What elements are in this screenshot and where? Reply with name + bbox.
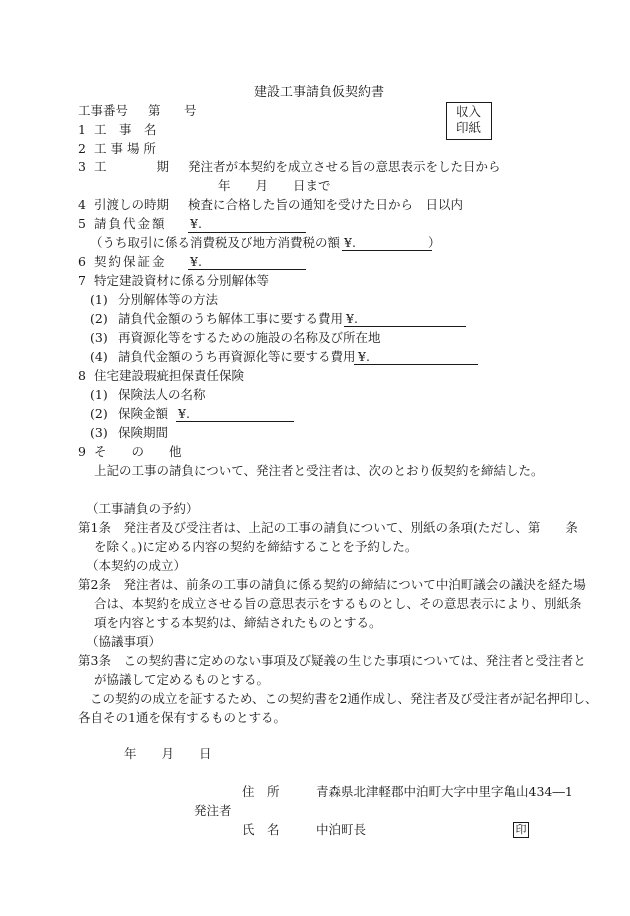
orderer-address: 青森県北津軽郡中泊町大字中里字亀山434―1 xyxy=(316,784,573,799)
item-4-number: 4 xyxy=(78,197,86,212)
seal-mark: 印 xyxy=(513,822,529,838)
revenue-stamp-label-2: 印紙 xyxy=(456,120,482,135)
item-5-number: 5 xyxy=(78,216,86,231)
clause-3-heading: （協議事項） xyxy=(86,634,162,649)
item-5-tax-yen: ¥. xyxy=(344,235,356,250)
item-1-label: 工 事 名 xyxy=(94,122,157,137)
item-3-label: 工 期 xyxy=(94,159,170,174)
revenue-stamp-label-1: 収入 xyxy=(456,104,482,119)
item-5-yen: ¥. xyxy=(190,216,202,231)
orderer-address-label: 住 所 xyxy=(242,784,280,799)
item-1-number: 1 xyxy=(78,122,86,137)
item-2-label: 工 事 場 所 xyxy=(94,141,156,156)
item-8-sub-2-text: 保険金額 xyxy=(118,406,169,421)
item-4-label: 引渡しの時期 xyxy=(94,197,170,212)
item-5-tax-label: （うち取引に係る消費税及び地方消費税の額 xyxy=(90,235,341,250)
clause-1-line-1: 第1条 発注者及び受注者は、上記の工事の請負について、別紙の条項(ただし、第 条 xyxy=(78,520,578,535)
item-8-sub-3-number: (3) xyxy=(90,425,108,440)
closing-paragraph-line-1: この契約の成立を証するため、この契約書を2通作成し、発注者及び受注者が記名押印し、 xyxy=(90,691,598,706)
orderer-name: 中泊町長 xyxy=(316,822,367,837)
item-8-label: 住宅建設瑕疵担保責任保険 xyxy=(94,368,245,383)
item-7-sub-4-line xyxy=(354,364,478,365)
clause-3-line-2: が協議して定めるものとする。 xyxy=(94,672,270,687)
item-6-label: 契約保証金 xyxy=(94,254,167,269)
item-3-number: 3 xyxy=(78,159,86,174)
item-8-sub-2-line xyxy=(176,421,294,422)
item-5-label: 請負代金額 xyxy=(94,216,167,231)
item-6-yen: ¥. xyxy=(190,254,202,269)
item-8-number: 8 xyxy=(78,368,86,383)
item-8-sub-2-yen: ¥. xyxy=(178,406,190,421)
item-7-sub-4-yen: ¥. xyxy=(358,349,370,364)
item-5-amount-line xyxy=(188,232,306,233)
contract-date: 年 月 日 xyxy=(124,746,212,761)
item-7-sub-4-text: 請負代金額のうち再資源化等に要する費用 xyxy=(118,349,356,364)
item-8-sub-1-text: 保険法人の名称 xyxy=(118,387,206,402)
clause-2-line-3: 項を内容とする本契約は、締結されたものとする。 xyxy=(94,615,382,630)
item-7-sub-3-text: 再資源化等をするための施設の名称及び所在地 xyxy=(118,330,381,345)
item-7-sub-1-text: 分別解体等の方法 xyxy=(118,292,219,307)
clause-1-line-2: を除く。)に定める内容の契約を締結することを予約した。 xyxy=(94,539,418,554)
item-2-number: 2 xyxy=(78,141,86,156)
item-3-end-date: 年 月 日まで xyxy=(218,178,331,193)
item-7-label: 特定建設資材に係る分別解体等 xyxy=(94,273,270,288)
clause-3-line-1: 第3条 この契約書に定めのない事項及び疑義の生じた事項については、発注者と受注者と xyxy=(78,653,586,668)
item-7-sub-1-number: (1) xyxy=(90,292,108,307)
item-7-sub-2-yen: ¥. xyxy=(346,311,358,326)
item-7-sub-4-number: (4) xyxy=(90,349,108,364)
item-7-sub-2-text: 請負代金額のうち解体工事に要する費用 xyxy=(118,311,344,326)
intro-paragraph: 上記の工事の請負について、発注者と受注者は、次のとおり仮契約を締結した。 xyxy=(94,463,544,478)
item-6-amount-line xyxy=(188,269,306,270)
item-7-sub-2-number: (2) xyxy=(90,311,108,326)
clause-2-heading: （本契約の成立） xyxy=(86,558,187,573)
item-6-number: 6 xyxy=(78,254,86,269)
orderer-role: 発注者 xyxy=(194,803,232,818)
clause-2-line-1: 第2条 発注者は、前条の工事の請負に係る契約の締結について中泊町議会の議決を経た場 xyxy=(78,577,586,592)
work-number-go: 号 xyxy=(184,103,197,118)
item-4-text: 検査に合格した旨の通知を受けた日から 日以内 xyxy=(188,197,464,212)
item-7-sub-3-number: (3) xyxy=(90,330,108,345)
document-title: 建設工事請負仮契約書 xyxy=(254,85,385,100)
clause-1-heading: （工事請負の予約） xyxy=(86,501,199,516)
item-8-sub-1-number: (1) xyxy=(90,387,108,402)
closing-paragraph-line-2: 各自その1通を保有するものとする。 xyxy=(78,710,286,725)
item-9-number: 9 xyxy=(78,444,86,459)
item-5-tax-close: ） xyxy=(428,235,441,250)
item-3-text: 発注者が本契約を成立させる旨の意思表示をした日から xyxy=(188,159,501,174)
item-8-sub-3-text: 保険期間 xyxy=(118,425,169,440)
item-5-tax-line xyxy=(342,250,432,251)
item-7-sub-2-line xyxy=(344,326,466,327)
item-7-number: 7 xyxy=(78,273,86,288)
work-number-dai: 第 xyxy=(148,103,161,118)
orderer-name-label: 氏 名 xyxy=(242,822,280,837)
item-8-sub-2-number: (2) xyxy=(90,406,108,421)
work-number-label: 工事番号 xyxy=(78,103,129,118)
item-9-label: そ の 他 xyxy=(94,444,182,459)
clause-2-line-2: 合は、本契約を成立させる旨の意思表示をするものとし、その意思表示により、別紙条 xyxy=(94,596,582,611)
